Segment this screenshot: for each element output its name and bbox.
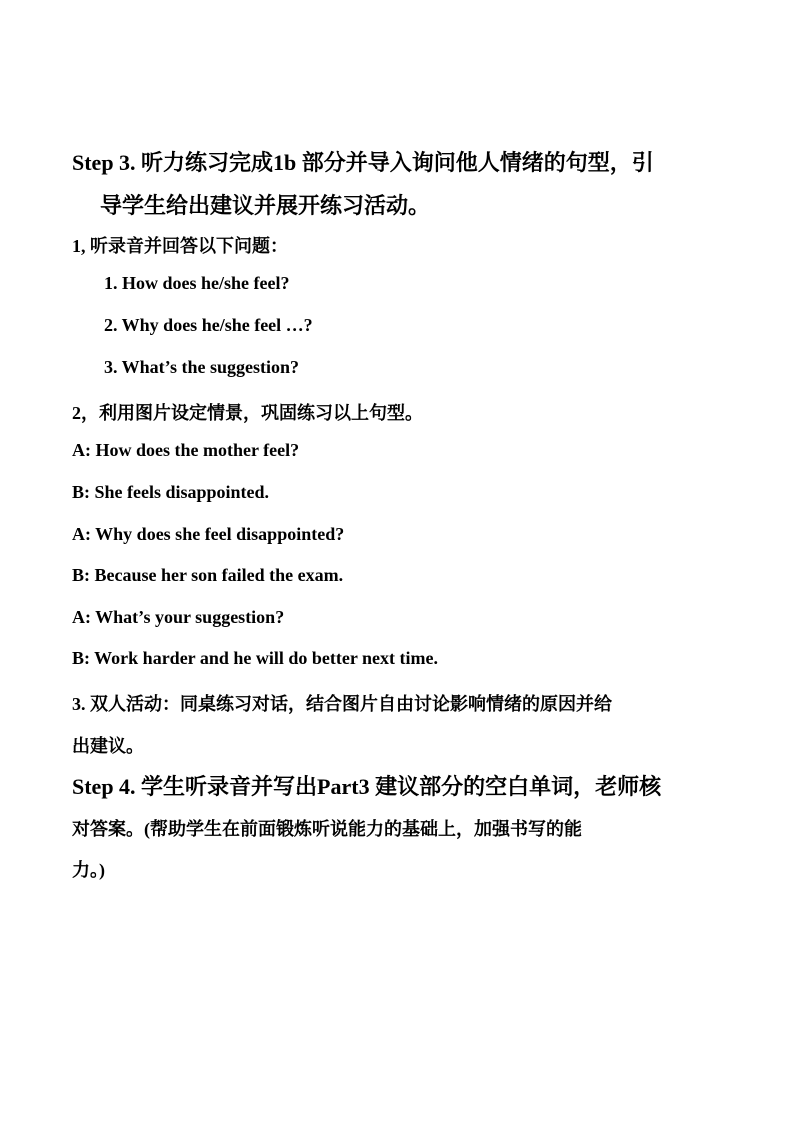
step3-heading-line1: Step 3. 听力练习完成1b 部分并导入询问他人情绪的句型，引: [72, 150, 654, 175]
dialogue-line-3: A: Why does she feel disappointed?: [72, 524, 345, 544]
dialogue-line-5: A: What’s your suggestion?: [72, 607, 285, 627]
question-1: 1. How does he/she feel?: [104, 273, 290, 293]
dialogue-line-2: B: She feels disappointed.: [72, 482, 270, 502]
dialogue-line-4: B: Because her son failed the exam.: [72, 565, 344, 585]
step4-heading-line1: Step 4. 学生听录音并写出Part3 建议部分的空白单词，老师核: [72, 774, 662, 799]
part3-line1: 3. 双人活动：同桌练习对话，结合图片自由讨论影响情绪的原因并给: [72, 694, 612, 714]
step3-heading-line2: 导学生给出建议并展开练习活动。: [100, 193, 431, 218]
part1-heading: 1, 听录音并回答以下问题：: [72, 236, 288, 256]
dialogue-line-1: A: How does the mother feel?: [72, 440, 300, 460]
step4-line2: 对答案。(帮助学生在前面锻炼听说能力的基础上，加强书写的能: [72, 819, 582, 839]
step4-line3: 力。): [72, 860, 105, 880]
question-3: 3. What’s the suggestion?: [104, 357, 300, 377]
part2-heading: 2，利用图片设定情景，巩固练习以上句型。: [72, 403, 423, 423]
question-2: 2. Why does he/she feel …?: [104, 315, 313, 335]
dialogue-line-6: B: Work harder and he will do better next time.: [72, 648, 438, 668]
part3-line2: 出建议。: [72, 736, 144, 756]
